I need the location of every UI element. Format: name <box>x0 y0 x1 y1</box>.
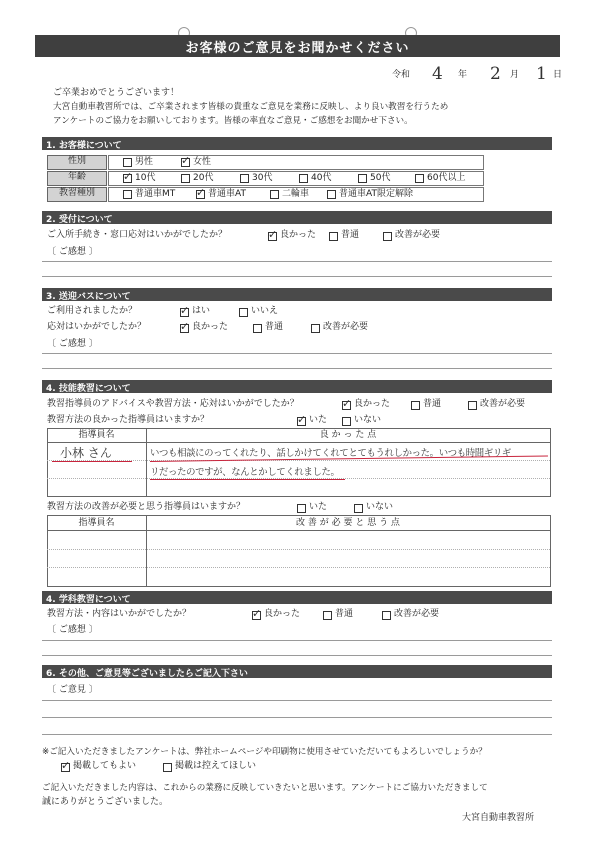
bus-service-improve-label: 改善が必要 <box>323 322 369 332</box>
section-header-skill: 4. 技能教習について <box>42 380 552 393</box>
gender-female-label: 女性 <box>193 157 212 167</box>
other-comment-line[interactable] <box>42 717 552 718</box>
skill-advice-improve-label: 改善が必要 <box>480 399 526 409</box>
improve-table-points-header: 改 善 が 必 要 と 思 う 点 <box>296 518 400 528</box>
skill-improve-instructor-question: 教習方法の改善が必要と思う指導員はいますか？ <box>47 502 246 512</box>
good-points-handwritten-line-2[interactable]: リだったのですが、なんとかしてくれました。 <box>150 467 340 478</box>
course-motorcycle-checkbox[interactable] <box>270 190 279 199</box>
lecture-good-label: 良かった <box>264 609 301 619</box>
bus-used-yes-check-mark: ✓ <box>180 304 190 317</box>
course-mt-checkbox[interactable] <box>123 190 132 199</box>
course-label: 教習種別 <box>47 187 107 202</box>
skill-advice-good-label: 良かった <box>354 399 391 409</box>
skill-improve-instructor-no-checkbox[interactable] <box>354 504 363 513</box>
bus-service-question: 応対はいかがでしたか？ <box>47 322 147 332</box>
section-header-reception: 2. 受付について <box>42 211 552 224</box>
skill-advice-normal-checkbox[interactable] <box>411 401 420 410</box>
good-points-red-underline-2 <box>150 479 345 480</box>
consent-question: ※ご記入いただきましたアンケートは、弊社ホームページや印刷物に使用させていただいてもよろしいでしょうか？ <box>42 747 487 757</box>
skill-advice-normal-label: 普通 <box>423 399 442 409</box>
age-10s-label: 10代 <box>135 173 156 183</box>
lecture-improve-checkbox[interactable] <box>382 611 391 620</box>
reception-normal-checkbox[interactable] <box>329 232 338 241</box>
gender-row <box>108 155 484 170</box>
section-header-lecture: 4. 学科教習について <box>42 591 552 604</box>
gender-male-label: 男性 <box>135 157 154 167</box>
bus-used-no-checkbox[interactable] <box>239 308 248 317</box>
other-comment-label: 〔 ご意見 〕 <box>47 685 98 695</box>
age-60plus-label: 60代以上 <box>427 173 466 183</box>
skill-improve-instructor-no-label: いない <box>366 502 394 512</box>
date-day-handwritten[interactable]: 1 <box>536 64 547 84</box>
consent-refuse-label: 掲載は控えてほしい <box>175 761 257 771</box>
intro-line-2: 大宮自動車教習所では、ご卒業されます皆様の貴重なご意見を業務に反映し、より良い教習を行うため <box>53 102 449 112</box>
course-mt-label: 普通車MT <box>135 189 176 199</box>
date-month-handwritten[interactable]: 2 <box>490 64 501 84</box>
date-year-handwritten[interactable]: 4 <box>432 64 443 84</box>
bus-comment-line[interactable] <box>42 368 552 369</box>
lecture-good-check-mark: ✓ <box>252 607 262 620</box>
age-label: 年齢 <box>47 171 107 186</box>
table-header-rule <box>47 442 550 443</box>
age-50s-label: 50代 <box>370 173 391 183</box>
skill-good-instructor-no-checkbox[interactable] <box>342 417 351 426</box>
date-year-unit: 年 <box>458 70 468 80</box>
consent-allow-label: 掲載してもよい <box>73 761 137 771</box>
date-month-unit: 月 <box>510 70 520 80</box>
lecture-question: 教習方法・内容はいかがでしたか？ <box>47 609 192 619</box>
skill-advice-question: 教習指導員のアドバイスや教習方法・応対はいかがでしたか？ <box>47 399 299 409</box>
intro-line-1: ご卒業おめでとうございます！ <box>53 88 180 98</box>
bus-comment-label: 〔 ご感想 〕 <box>47 339 98 349</box>
lecture-normal-label: 普通 <box>335 609 354 619</box>
course-at-removal-checkbox[interactable] <box>327 190 336 199</box>
gender-label: 性別 <box>47 155 107 170</box>
reception-comment-label: 〔 ご感想 〕 <box>47 247 98 257</box>
good-table-points-header: 良 か っ た 点 <box>319 430 377 440</box>
table-row-rule <box>47 549 550 550</box>
age-20s-label: 20代 <box>193 173 214 183</box>
reception-good-label: 良かった <box>280 230 317 240</box>
lecture-comment-line[interactable] <box>42 640 552 641</box>
instructor-name-handwritten[interactable]: 小林 さん <box>60 446 112 460</box>
table-row-rule <box>47 567 550 568</box>
age-30s-checkbox[interactable] <box>240 174 249 183</box>
other-comment-line[interactable] <box>42 734 552 735</box>
course-at-removal-label: 普通車AT限定解除 <box>339 189 413 199</box>
footer-line-1: ご記入いただきました内容は、これからの業務に反映していきたいと思います。アンケートにご協力いただきまして <box>42 783 488 793</box>
skill-advice-improve-checkbox[interactable] <box>468 401 477 410</box>
consent-allow-check-mark: ✓ <box>61 759 71 772</box>
skill-good-instructor-no-label: いない <box>354 415 382 425</box>
footer-line-2: 誠にありがとうございました。 <box>42 797 169 807</box>
course-motorcycle-label: 二輪車 <box>282 189 310 199</box>
course-at-check-mark: ✓ <box>196 186 206 199</box>
bus-service-normal-label: 普通 <box>265 322 284 332</box>
reception-normal-label: 普通 <box>341 230 360 240</box>
bus-service-good-label: 良かった <box>192 322 229 332</box>
improve-table-instructor-header: 指導員名 <box>78 518 115 528</box>
bus-comment-line[interactable] <box>42 353 552 354</box>
gender-male-checkbox[interactable] <box>123 158 132 167</box>
skill-good-instructor-question: 教習方法の良かった指導員はいますか？ <box>47 415 210 425</box>
table-header-rule <box>47 530 550 531</box>
skill-improve-instructor-yes-label: いた <box>309 502 328 512</box>
skill-good-instructor-yes-check-mark: ✓ <box>297 413 307 426</box>
bus-service-normal-checkbox[interactable] <box>253 324 262 333</box>
footer-signature: 大宮自動車教習所 <box>462 813 535 823</box>
instructor-name-red-underline <box>52 461 132 462</box>
reception-comment-line[interactable] <box>42 261 552 262</box>
age-40s-checkbox[interactable] <box>299 174 308 183</box>
reception-improve-label: 改善が必要 <box>395 230 441 240</box>
course-at-label: 普通車AT <box>208 189 246 199</box>
reception-question: ご入所手続き・窓口応対はいかがでしたか？ <box>47 230 228 240</box>
skill-good-instructor-yes-label: いた <box>309 415 328 425</box>
gender-female-check-mark: ✓ <box>181 154 191 167</box>
intro-line-3: アンケートのご協力をお願いしております。皆様の率直なご意見・ご感想をお聞かせ下さい。 <box>53 116 413 126</box>
lecture-comment-label: 〔 ご感想 〕 <box>47 625 98 635</box>
bus-used-no-label: いいえ <box>251 306 279 316</box>
skill-improve-instructor-yes-checkbox[interactable] <box>297 504 306 513</box>
lecture-comment-line[interactable] <box>42 655 552 656</box>
date-era: 令和 <box>392 70 411 80</box>
reception-good-check-mark: ✓ <box>268 228 278 241</box>
age-10s-check-mark: ✓ <box>123 170 133 183</box>
reception-comment-line[interactable] <box>42 276 552 277</box>
section-header-bus: 3. 送迎バスについて <box>42 288 552 301</box>
bus-service-good-check-mark: ✓ <box>180 320 190 333</box>
bus-used-question: ご利用されましたか？ <box>47 306 138 316</box>
page-title: お客様のご意見をお聞かせください <box>35 35 560 57</box>
good-table-instructor-header: 指導員名 <box>78 430 115 440</box>
lecture-normal-checkbox[interactable] <box>323 611 332 620</box>
age-30s-label: 30代 <box>252 173 273 183</box>
age-60plus-checkbox[interactable] <box>415 174 424 183</box>
age-50s-checkbox[interactable] <box>358 174 367 183</box>
lecture-improve-label: 改善が必要 <box>394 609 440 619</box>
good-points-handwritten-line-1[interactable]: いつも相談にのってくれたり、話しかけてくれてとてもうれしかった。いつも時間ギリギ <box>150 448 511 459</box>
bus-used-yes-label: はい <box>192 306 211 316</box>
reception-improve-checkbox[interactable] <box>383 232 392 241</box>
date-day-unit: 日 <box>553 70 563 80</box>
skill-advice-good-check-mark: ✓ <box>342 397 352 410</box>
other-comment-line[interactable] <box>42 700 552 701</box>
age-20s-checkbox[interactable] <box>181 174 190 183</box>
section-header-customer: 1. お客様について <box>42 137 552 150</box>
bus-service-improve-checkbox[interactable] <box>311 324 320 333</box>
section-header-other: 6. その他、ご意見等ございましたらご記入下さい <box>42 665 552 678</box>
consent-refuse-checkbox[interactable] <box>163 763 172 772</box>
age-40s-label: 40代 <box>311 173 332 183</box>
